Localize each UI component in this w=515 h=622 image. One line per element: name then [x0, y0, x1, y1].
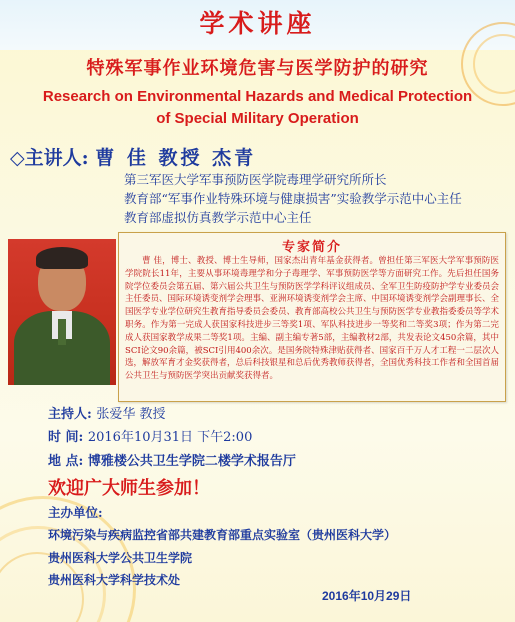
place-value: 博雅楼公共卫生学院二楼学术报告厅	[87, 454, 296, 469]
speaker-label: 主讲人:	[24, 147, 89, 169]
welcome-message: 欢迎广大师生参加！	[48, 478, 210, 499]
lecture-title-en-line2: of Special Military Operation	[156, 110, 359, 127]
speaker-role: 教育部虚拟仿真教学示范中心主任	[124, 210, 312, 225]
speaker-line	[10, 143, 256, 170]
page-title: 学术讲座	[199, 9, 316, 38]
lecture-title-en-line1: Research on Environmental Hazards and Medical Protection	[42, 88, 473, 105]
bio-title: 专家简介	[281, 240, 342, 255]
host-value: 张爱华 教授	[96, 407, 166, 422]
host-label: 主持人:	[48, 407, 92, 422]
speaker-photo	[8, 239, 116, 385]
organizer-item: 贵州医科大学公共卫生学院	[48, 551, 193, 565]
diamond-bullet-icon: ◇	[10, 147, 25, 169]
place-line	[48, 450, 296, 469]
poster-date: 2016年10月29日	[322, 589, 412, 603]
time-label: 时 间:	[48, 430, 84, 445]
lecture-title-cn: 特殊军事作业环境危害与医学防护的研究	[86, 58, 429, 79]
speaker-name: 曹 佳 教授 杰青	[95, 147, 257, 169]
host-line	[48, 403, 165, 422]
organizer-item: 环境污染与疾病监控省部共建教育部重点实验室（贵州医科大学）	[48, 528, 397, 542]
expert-bio-box	[118, 232, 506, 402]
speaker-role: 第三军医大学军事预防医学院毒理学研究所所长	[124, 172, 387, 187]
bio-text: 曹 佳，博士、教授、博士生导师，国家杰出青年基金获得者。曾担任第三军医大学军事预防医学院院长11年，主要从事环境毒理学和分子毒理学、军事预防医学等方面研究工作。先后担任国务院学位委员会第五届、第六届公共卫生与预防医学学科评议组成员、全军卫生防疫防护学专业委员会主任委员、国际环境诱变剂学会理事、亚洲环境诱变剂学会主席、中国环境诱变剂学会副理事长、全国医学专业学位研究生教育指导委员会委员、教育部高校公共卫生与预防医学专业教指委委员等学术职务。作为第一完成人获国家科技进步三等奖1项、军队科技进步一等奖和二等奖3项；作为第二完成人获国家教学成果二等奖1项。主编、副主编专著5部，主编教材2部，共发表论文450余篇，其中SCI论文90余篇，被SCI引用400余次。是国务院特殊津贴获得者、国家百千万人才工程一二层次人选，解放军育才金奖获得者，总后科技银星和总后优秀教师获得者，全国优秀科技工作者和全国首届公共卫生与预防医学突出贡献奖获得者。	[125, 256, 500, 382]
place-label: 地 点:	[48, 454, 84, 469]
speaker-role: 教育部“军事作业特殊环境与健康损害”实验教学示范中心主任	[124, 191, 462, 206]
time-value: 2016年10月31日 下午2:00	[87, 430, 253, 445]
time-line	[48, 426, 252, 445]
organizer-label: 主办单位:	[48, 505, 103, 520]
photo-tie	[58, 319, 66, 345]
organizer-item: 贵州医科大学科学技术处	[48, 573, 181, 587]
photo-hair	[36, 247, 88, 269]
